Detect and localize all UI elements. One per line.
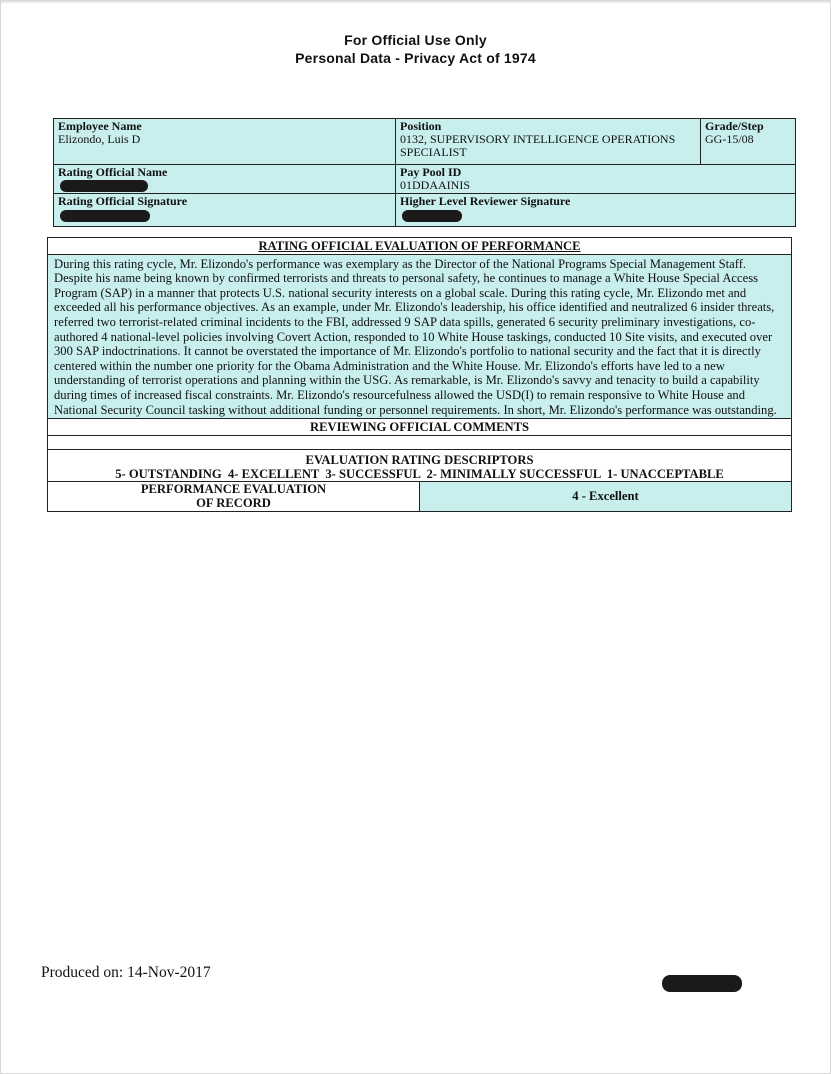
redaction-mark	[60, 210, 150, 222]
employee-name-value: Elizondo, Luis D	[58, 132, 141, 146]
employee-name-label: Employee Name	[58, 119, 142, 133]
descriptors-line: 5- OUTSTANDING 4- EXCELLENT 3- SUCCESSFUL 2- MINIMALLY SUCCESSFUL 1- UNACCEPTABLE	[115, 466, 724, 481]
performance-value: 4 - Excellent	[420, 481, 792, 511]
grade-label: Grade/Step	[705, 119, 764, 133]
employee-info-table	[53, 118, 796, 227]
employee-name-cell	[54, 119, 396, 165]
performance-label-line-1: PERFORMANCE EVALUATION	[140, 481, 327, 496]
rating-signature-cell	[54, 194, 396, 227]
performance-label	[48, 481, 420, 511]
pay-pool-label: Pay Pool ID	[400, 165, 462, 179]
redaction-mark	[402, 210, 462, 222]
pay-pool-value: 01DDAAINIS	[400, 178, 470, 192]
produced-date: Produced on: 14-Nov-2017	[41, 964, 211, 981]
position-label: Position	[400, 119, 442, 133]
position-cell	[396, 119, 701, 165]
evaluation-narrative: During this rating cycle, Mr. Elizondo's performance was exemplary as the Director of the National Programs Special Management Staff. Despite his name being known by confirmed terrorists and threats to personal safety, he continues to manage a White House Special Access Program (SAP) in a manner that protects U.S. national security interests on a global scale. During this rating cycle, Mr. Elizondo met and exceeded all his performance objectives. As an example, under Mr. Elizondo's leadership, his office identified and neutralized 6 insider threats, referred two terrorist-related criminal incidents to the FBI, addressed 9 SAP data spills, generated 6 security preliminary investigations, co-authored 4 national-level policies involving Covert Action, responded to 10 White House taskings, conducted 10 Site visits, and executed over 300 SAP indoctrinations. It cannot be overstated the importance of Mr. Elizondo's portfolio to national security and the fact that it is directly centered within the number one priority for the Obama Administration and the White House. Mr. Elizondo's efforts have led to a new understanding of terrorist operations and planning within the USG. As remarkable, is Mr. Elizondo's savvy and tenacity to build a capability during times of increased fiscal constraints. Mr. Elizondo's resourcefulness allowed the USD(I) to remain responsive to White House and National Security Council tasking without additional funding or personnel requirements. In short, Mr. Elizondo's performance was outstanding.	[48, 254, 792, 419]
grade-value: GG-15/08	[705, 132, 754, 146]
redaction-mark	[60, 180, 148, 192]
rating-signature-label: Rating Official Signature	[58, 194, 188, 209]
higher-signature-cell	[396, 194, 796, 227]
reviewing-comments	[48, 435, 792, 449]
scan-top-edge	[0, 0, 831, 3]
document-header	[0, 31, 831, 67]
pay-pool-cell	[396, 165, 796, 194]
rating-descriptors	[48, 449, 792, 481]
grade-cell	[701, 119, 796, 165]
rating-official-label: Rating Official Name	[58, 165, 168, 179]
descriptors-title: EVALUATION RATING DESCRIPTORS	[305, 452, 534, 467]
page-number-redaction	[662, 975, 742, 992]
performance-label-line-2: OF RECORD	[196, 495, 271, 510]
header-line-1: For Official Use Only	[344, 32, 487, 48]
rating-official-cell	[54, 165, 396, 194]
position-value: 0132, SUPERVISORY INTELLIGENCE OPERATIONS SPECIALIST	[400, 132, 676, 159]
header-line-2: Personal Data - Privacy Act of 1974	[295, 50, 536, 66]
reviewing-title: REVIEWING OFFICIAL COMMENTS	[48, 419, 792, 436]
evaluation-title	[48, 238, 792, 255]
evaluation-table	[47, 237, 792, 512]
evaluation-title-text: RATING OFFICIAL EVALUATION OF PERFORMANCE	[258, 239, 581, 253]
higher-signature-label: Higher Level Reviewer Signature	[400, 194, 571, 209]
